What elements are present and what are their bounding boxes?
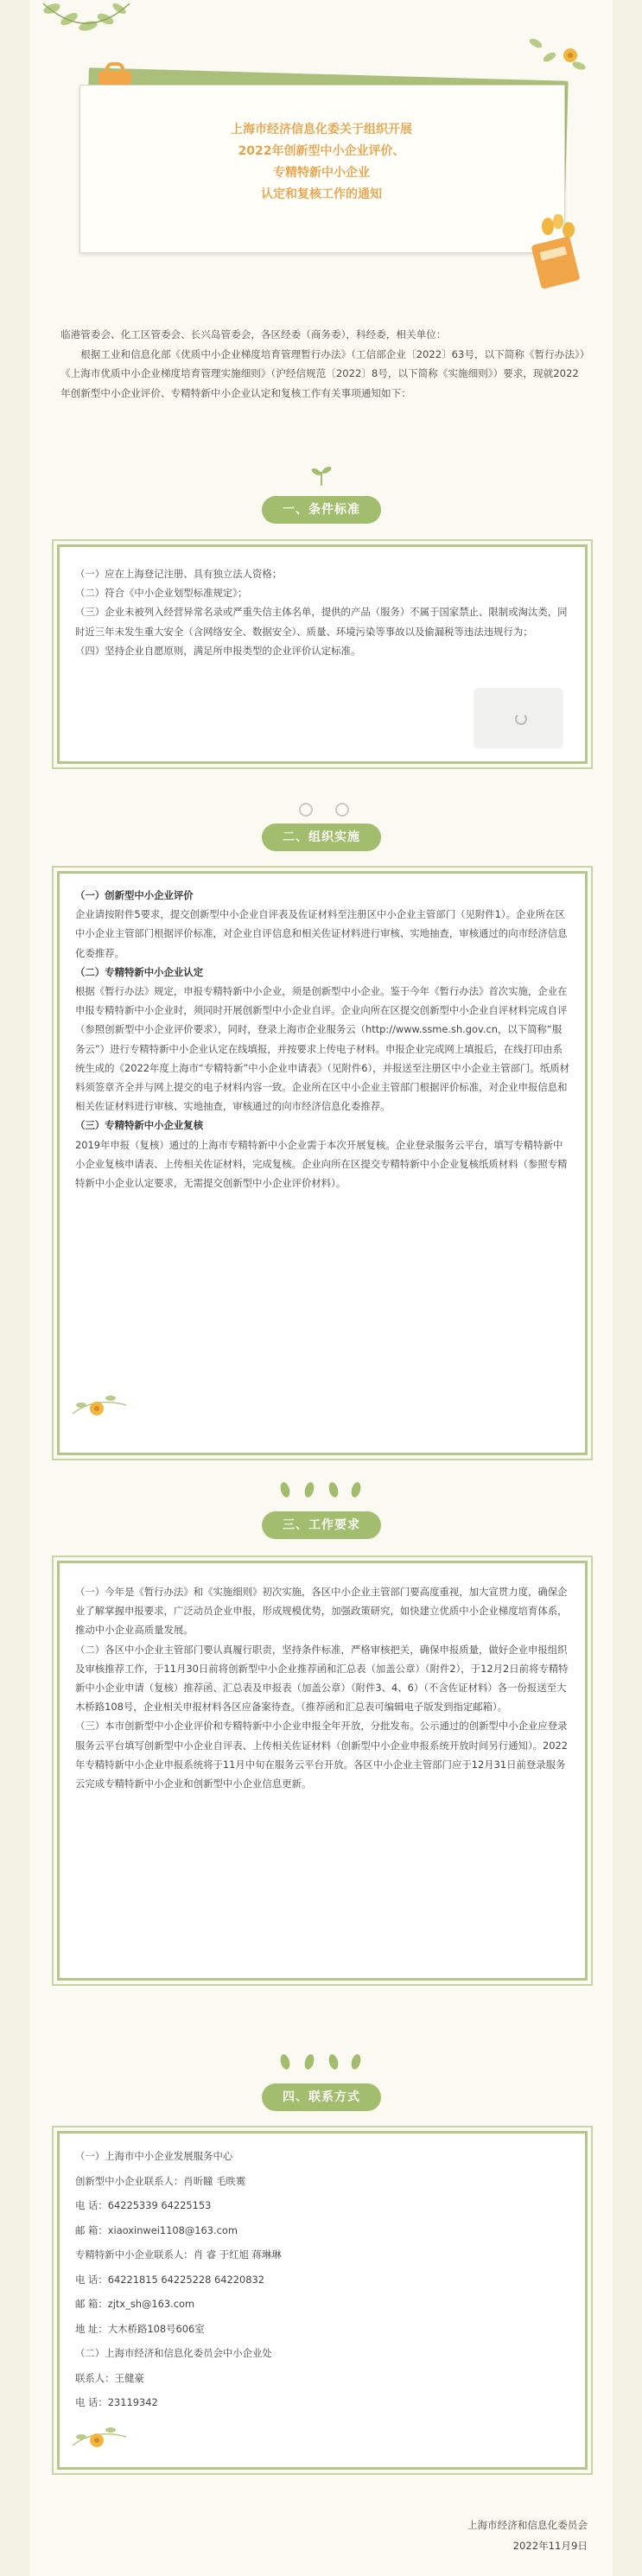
subheading: （一）创新型中小企业评价 [75, 889, 194, 901]
intro-body: 根据工业和信息化部《优质中小企业梯度培育管理暂行办法》（工信部企业〔2022〕63号，以下简称《暂行办法》）《上海市优质中小企业梯度培育管理实施细则》（沪经信规范〔2022〕8号，以下简称《实施细则》）要求，现就2022年创新型中小企业评价、专精特新中小企业认定和复核工作有关事项通知如下： [60, 347, 585, 399]
contact-line: 专精特新中小企业联系人：肖 睿 于红旭 蒋琳琳 [75, 2248, 282, 2261]
contacts-box [57, 2131, 588, 2470]
subheading: （三）专精特新中小企业复核 [75, 1119, 204, 1132]
paragraph: 企业请按附件5要求，提交创新型中小企业自评表及佐证材料至注册区中小企业主管部门（见附件1）。企业所在区中小企业主管部门根据评价标准，对企业自评信息和相关佐证材料进行审核、实地抽查，审核通过的向市经济信息化委推荐。 [75, 908, 568, 959]
contact-line: 创新型中小企业联系人：肖昕瞳 毛昳霙 [75, 2174, 246, 2187]
title-line: 认定和复核工作的通知 [261, 188, 382, 201]
contact-line: 联系人：王健豪 [75, 2371, 144, 2384]
title-line: 专精特新中小企业 [273, 166, 370, 180]
signature-date: 2022年11月9日 [512, 2540, 588, 2552]
paragraph: （二）各区中小企业主管部门要认真履行职责，坚持条件标准，严格审核把关，确保申报质量，做好企业申报组织及审核推荐工作，于11月30日前将创新型中小企业推荐函和汇总表（加盖公章）（附件2），于12月2日前将专精特新中小企业申请（复核）推荐函、汇总表及申报表（加盖公章）（附件3、4、6）（不含佐证材料）各一份报送至大木桥路108号，企业相关申报材料各区应备案待查。（推荐函和汇总表可编辑电子版发到指定邮箱）。 [75, 1643, 569, 1714]
contact-line: 电 话：64225339 64225153 [75, 2199, 212, 2211]
intro-addressees: 临港管委会、化工区管委会、长兴岛管委会，各区经委（商务委），科经委，相关单位： [60, 328, 447, 340]
binder-rings-icon [294, 800, 354, 819]
loading-placeholder [474, 688, 563, 748]
implementation-box [57, 871, 588, 1455]
sprout-icon [306, 463, 337, 486]
flower-decoration-icon [69, 1379, 130, 1431]
flower-decoration-icon [69, 2411, 130, 2463]
contact-line: （二）上海市经济和信息化委员会中小企业处 [75, 2347, 272, 2359]
condition-item: （三）企业未被列入经营异常名录或严重失信主体名单，提供的产品（服务）不属于国家禁止、限制或淘汰类，同时近三年未发生重大安全（含网络安全、数据安全）、质量、环境污染等事故以及偷漏税等违法违规行为； [75, 606, 568, 638]
sprout-row-icon [273, 1479, 368, 1502]
title-line: 上海市经济信息化委关于组织开展 [231, 123, 412, 137]
contact-line: 电 话：23119342 [75, 2396, 158, 2408]
section-title-implementation: 二、组织实施 [262, 824, 381, 851]
paragraph: （一）今年是《暂行办法》和《实施细则》初次实施，各区中小企业主管部门要高度重视，加大宣贯力度，确保企业了解掌握申报要求，广泛动员企业申报，形成规模优势，加强政策研究，如快建立优质中小企业梯度培育体系，推动中小企业高质量发展。 [75, 1586, 568, 1637]
notice-title [79, 119, 563, 206]
contact-line: 地 址：大木桥路108号606室 [75, 2322, 205, 2335]
contact-email[interactable]: 邮 箱：zjtx_sh@163.com [75, 2298, 195, 2310]
spinner-icon [515, 713, 527, 725]
section-title-requirements: 三、工作要求 [262, 1511, 381, 1539]
signature [346, 2515, 588, 2556]
title-line: 2022年创新型中小企业评价、 [238, 144, 405, 158]
requirements-box [57, 1561, 588, 1981]
condition-item: （四）坚持企业自愿原则，满足所申报类型的企业评价认定标准。 [75, 644, 361, 657]
paragraph: 2019年申报（复核）通过的上海市专精特新中小企业需于本次开展复核。企业登录服务云平台，填写专精特新中小企业复核申请表、上传相关佐证材料，完成复核。企业向所在区提交专精特新中小企业复核纸质材料（参照专精特新中小企业认定要求，无需提交创新型中小企业评价材料）。 [75, 1138, 568, 1190]
section-title-contacts: 四、联系方式 [262, 2083, 381, 2111]
subheading: （二）专精特新中小企业认定 [75, 965, 204, 978]
intro-text [60, 325, 588, 403]
sprout-row-icon [273, 2051, 368, 2074]
condition-item: （二）符合《中小企业划型标准规定》； [75, 587, 248, 600]
contact-line: 电 话：64221815 64225228 64220832 [75, 2273, 264, 2286]
paragraph: 根据《暂行办法》规定，申报专精特新中小企业，须是创新型中小企业。鉴于今年《暂行办法》首次实施，企业在申报专精特新中小企业时，须同时开展创新型中小企业自评。企业向所在区提交创新型中小企业自评材料完成自评（参照创新型中小企业评价要求），同时，登录上海市企业服务云（http://www.ssme.sh.gov.cn，以下简称“服务云”）进行专精特新中小企业认定在线填报，并按要求上传电子材料。申报企业完成网上填报后，在线打印由系统生成的《2022年度上海市“专精特新”中小企业申请表》（见附件6），并报送至注册区中小企业主管部门。纸质材料须签章齐全并与网上提交的电子材料内容一致。企业所在区中小企业主管部门根据评价标准，对企业申报信息和相关佐证材料进行审核、实地抽查，审核通过的向市经济信息化委推荐。 [75, 985, 569, 1113]
leaf-decoration-icon [35, 0, 138, 60]
paragraph: （三）本市创新型中小企业评价和专精特新中小企业申报全年开放，分批发布。公示通过的创新型中小企业应登录服务云平台填写创新型中小企业自评表、上传相关佐证材料（创新型中小企业申报系统开放时间另行通知）。2022年专精特新中小企业申报系统将于11月中旬在服务云平台开放。各区中小企业主管部门应于12月31日前登录服务云完成专精特新中小企业和创新型中小企业信息更新。 [75, 1720, 569, 1790]
paper-clip-icon [95, 62, 135, 88]
section-title-conditions: 一、条件标准 [262, 496, 381, 524]
condition-item: （一）应在上海登记注册、具有独立法人资格； [75, 568, 283, 580]
contact-email[interactable]: 邮 箱：xiaoxinwei1108@163.com [75, 2223, 238, 2236]
contact-line: （一）上海市中小企业发展服务中心 [75, 2150, 233, 2162]
book-icon [527, 214, 588, 292]
signature-org: 上海市经济和信息化委员会 [467, 2519, 588, 2531]
